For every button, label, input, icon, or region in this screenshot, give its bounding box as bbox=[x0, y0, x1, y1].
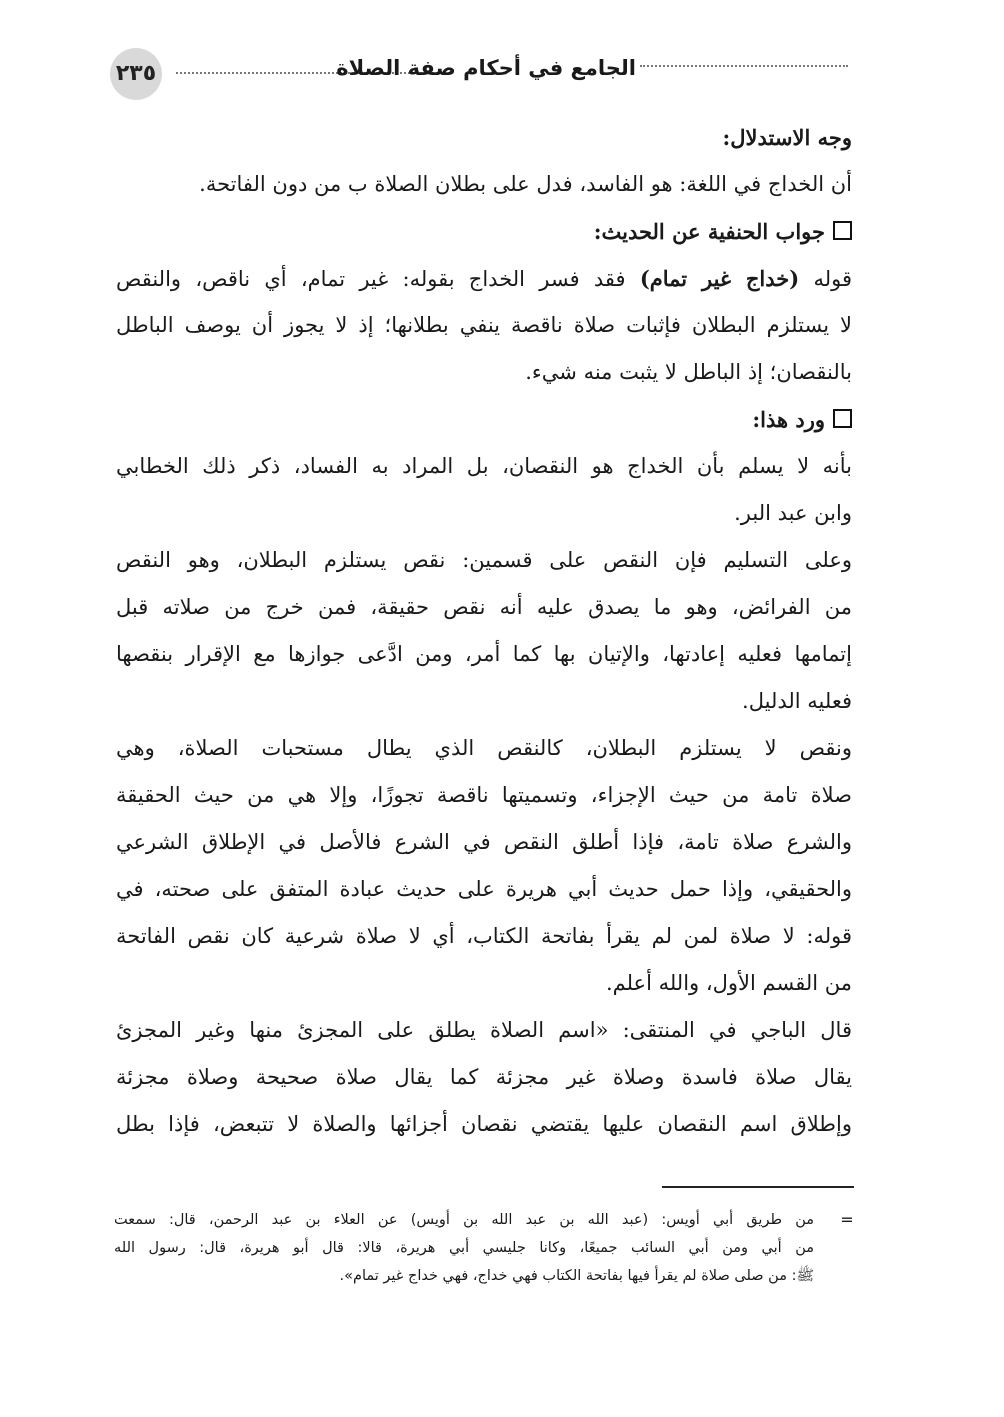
text-line: وابن عبد البر. bbox=[734, 501, 852, 525]
text-line: بالنقصان؛ إذ الباطل لا يثبت منه شيء. bbox=[525, 360, 852, 384]
main-text bbox=[116, 114, 852, 1148]
text-line: صلاة تامة من حيث الإجزاء، وتسميتها ناقصة تجوزًا، وإلا هي من حيث الحقيقة bbox=[116, 783, 852, 807]
text-line: أن الخداج في اللغة: هو الفاسد، فدل على بطلان الصلاة ب من دون الفاتحة. bbox=[199, 172, 852, 196]
text-line: والحقيقي، وإذا حمل حديث أبي هريرة على حديث عبادة المتفق على صحته، في bbox=[116, 877, 852, 901]
text-line: قوله: لا صلاة لمن لم يقرأ بفاتحة الكتاب، أي لا صلاة شرعية كان نقص الفاتحة bbox=[116, 924, 852, 948]
bold-term: (خداج غير تمام) bbox=[639, 266, 800, 291]
text-line: بأنه لا يسلم بأن الخداج هو النقصان، بل المراد به الفساد، ذكر ذلك الخطابي bbox=[116, 454, 852, 478]
footnote-line: ﷺ: من صلى صلاة لم يقرأ فيها بفاتحة الكتاب فهي خداج، فهي خداج غير تمام». bbox=[339, 1268, 814, 1284]
text-line: وإطلاق اسم النقصان عليها يقتضي نقصان أجزائها والصلاة لا تتبعض، فإذا بطل bbox=[116, 1112, 852, 1136]
text-line: قال الباجي في المنتقى: «اسم الصلاة يطلق على المجزئ منها وغير المجزئ bbox=[116, 1018, 852, 1042]
text-fragment: فقد فسر الخداج بقوله: غير تمام، أي ناقص، والنقص bbox=[116, 267, 640, 291]
running-header bbox=[110, 48, 850, 96]
footnote bbox=[114, 1206, 814, 1290]
text-line: والشرع صلاة تامة، فإذا أطلق النقص في الشرع فالأصل في الإطلاق الشرعي bbox=[116, 830, 852, 854]
text-line: وعلى التسليم فإن النقص على قسمين: نقص يستلزم البطلان، وهو النقص bbox=[116, 548, 852, 572]
dotted-leader bbox=[640, 65, 848, 67]
text-line: من القسم الأول، والله أعلم. bbox=[605, 971, 852, 995]
footnote-continuation-mark: = bbox=[840, 1210, 854, 1229]
text-line: لا يستلزم البطلان فإثبات صلاة ناقصة ينفي بطلانها؛ إذ لا يجوز أن يوصف الباطل bbox=[116, 313, 852, 337]
page-number: ٢٣٥ bbox=[115, 61, 157, 86]
subheading-label: جواب الحنفية عن الحديث: bbox=[593, 219, 825, 244]
text-line: يقال صلاة فاسدة وصلاة غير مجزئة كما يقال صلاة صحيحة وصلاة مجزئة bbox=[116, 1065, 852, 1089]
text-line bbox=[116, 255, 852, 302]
text-line: فعليه الدليل. bbox=[742, 689, 852, 713]
text-line: من الفرائض، وهو ما يصدق عليه أنه نقص حقيقة، فمن خرج من صلاته قبل bbox=[116, 595, 852, 619]
text-fragment: قوله bbox=[799, 267, 852, 291]
subheading-hanafi-answer bbox=[116, 208, 852, 255]
section-heading: وجه الاستدلال: bbox=[722, 125, 852, 150]
footnote-line: من أبي ومن أبي السائب جميعًا، وكانا جليسي أبي هريرة، قالا: قال أبو هريرة، قال: رسول الله bbox=[114, 1240, 814, 1256]
footnote-separator bbox=[662, 1186, 854, 1188]
text-line: إتمامها فعليه إعادتها، والإتيان بها كما أمر، ومن ادَّعى جوازها مع الإقرار بنقصها bbox=[116, 642, 852, 666]
footnote-line: من طريق أبي أويس: (عبد الله بن عبد الله بن أويس) عن العلاء بن عبد الرحمن، قال: سمعت bbox=[114, 1212, 814, 1228]
subheading-label: ورد هذا: bbox=[752, 407, 825, 432]
checkbox-icon bbox=[833, 409, 852, 428]
checkbox-icon bbox=[833, 221, 852, 240]
subheading-rebuttal bbox=[116, 396, 852, 443]
running-title: الجامع في أحكام صفة الصلاة bbox=[336, 56, 636, 80]
text-line: ونقص لا يستلزم البطلان، كالنقص الذي يطال مستحبات الصلاة، وهي bbox=[116, 736, 852, 760]
